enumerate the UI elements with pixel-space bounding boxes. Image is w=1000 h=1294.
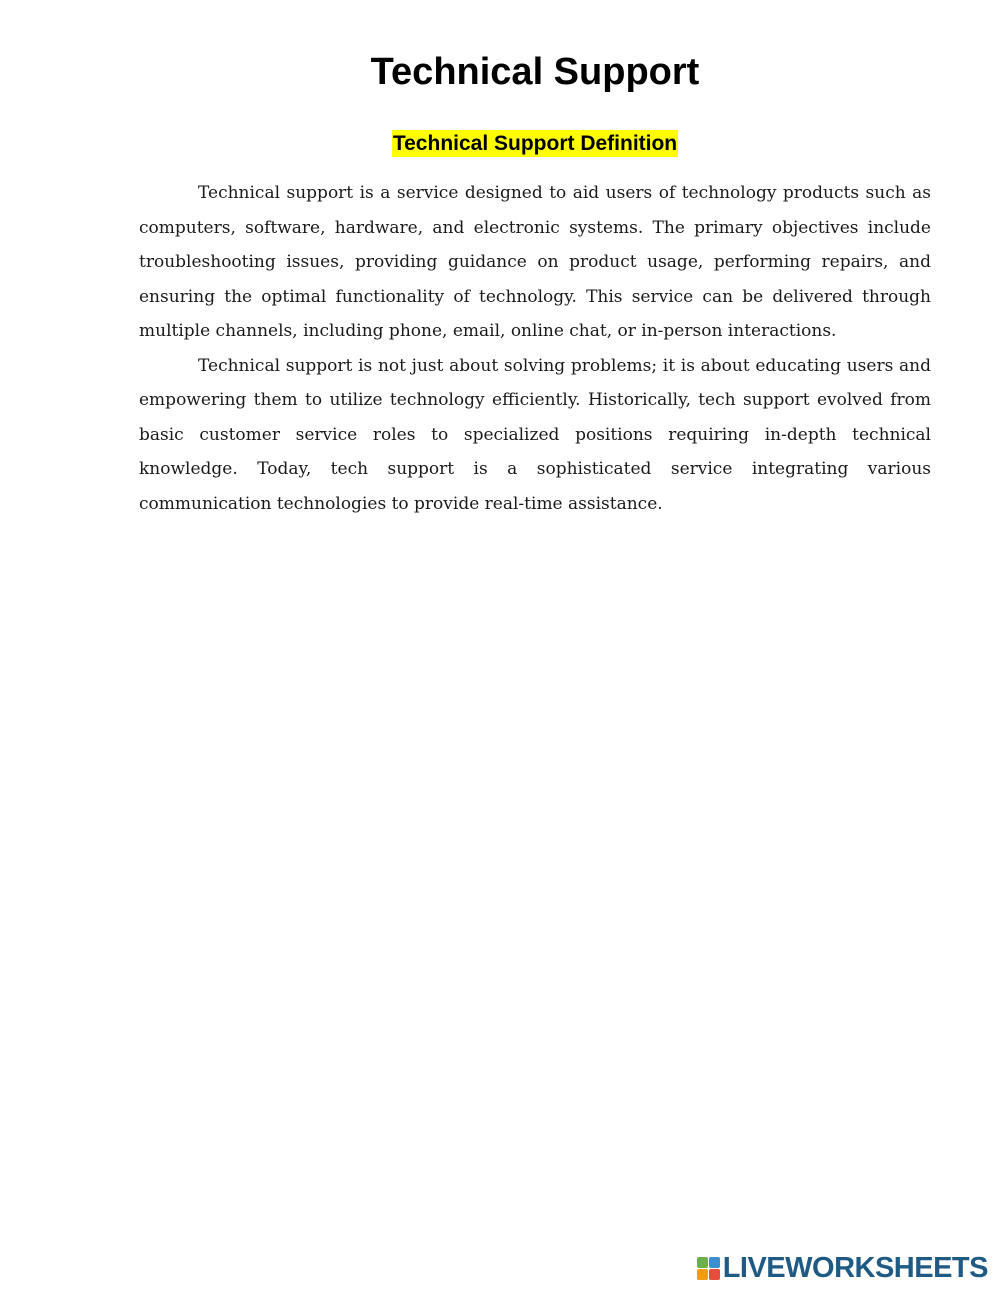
- liveworksheets-logo-icon: [697, 1257, 720, 1280]
- paragraph-2: Technical support is not just about solving problems; it is about educating users and empowering them to utilize technology efficiently. Historically, tech support evolved from basic customer service roles to specialized positions requiring in-depth technical knowledge. Today, tech support is a sophisticated service integrating various communication technologies to provide real-time assistance.: [139, 355, 931, 514]
- paragraph-1: Technical support is a service designed to aid users of technology products such as computers, software, hardware, and electronic systems. The primary objectives include troubleshooting issues, providing guidance on product usage, performing repairs, and ensuring the optimal functionality of technology. This service can be delivered through multiple channels, including phone, email, online chat, or in-person interactions.: [139, 183, 931, 341]
- logo-square-2: [709, 1257, 720, 1268]
- logo-square-3: [697, 1269, 708, 1280]
- body-text: [139, 176, 931, 521]
- logo-square-4: [709, 1269, 720, 1280]
- liveworksheets-brand: [697, 1253, 988, 1283]
- logo-square-1: [697, 1257, 708, 1268]
- brand-name: LIVEWORKSHEETS: [722, 1252, 988, 1284]
- page-title: Technical Support: [370, 51, 700, 93]
- section-heading-wrapper: [70, 130, 1000, 157]
- section-heading: Technical Support Definition: [392, 132, 678, 155]
